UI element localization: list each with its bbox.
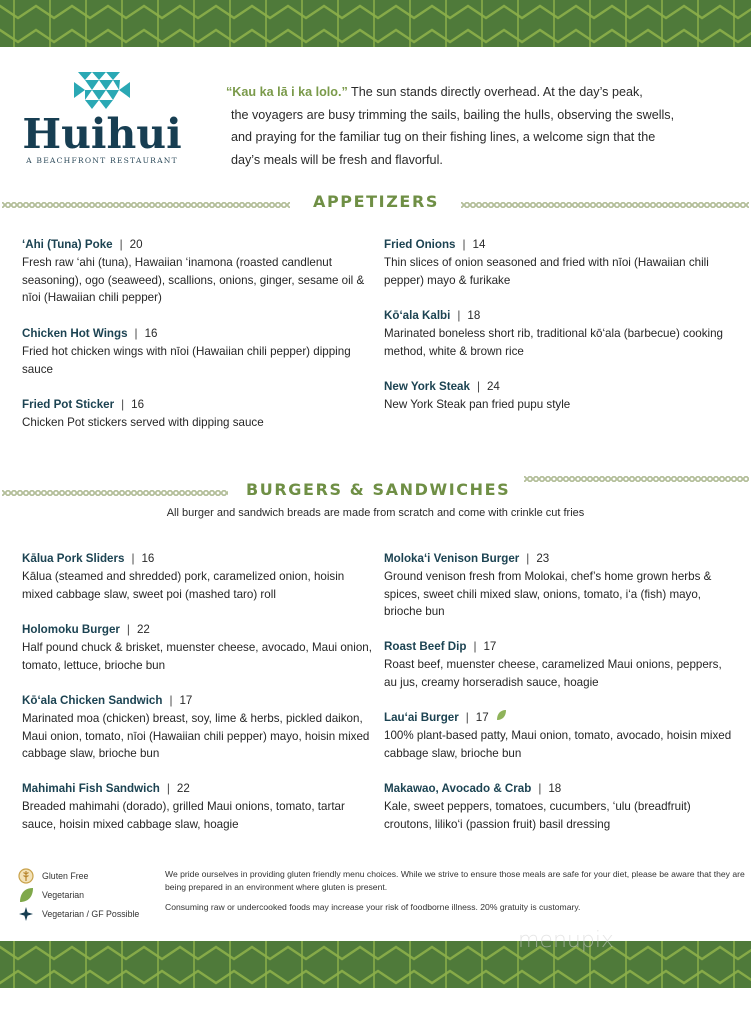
item-description: Chicken Pot stickers served with dipping sauce: [22, 416, 264, 429]
zigzag-pattern: [0, 0, 751, 47]
item-name: Kālua Pork Sliders: [22, 552, 125, 565]
item-name: Kō‘ala Kalbi: [384, 309, 451, 322]
item-description: Fresh raw ‘ahi (tuna), Hawaiian ‘inamona (roasted candlenut seasoning), ogo (seaweed), scallions, onions, ginger, sesame oil & nīoi (Hawaiian chili pepper): [22, 256, 365, 305]
item-description: Ground venison fresh from Molokai, chef’s home grown herbs & spices, sweet chili mixed slaw, onions, tomato, i‘a (fish) mayo, brioche bun: [384, 570, 712, 619]
disclaimer: [165, 868, 745, 914]
item-price: 16: [131, 398, 145, 411]
menu-item: Roast Beef Dip | 17 Roast beef, muenster cheese, caramelized Maui onions, peppers, au jus, creamy horseradish sauce, hoagie: [384, 638, 734, 691]
item-price: 16: [144, 327, 158, 340]
item-name: Roast Beef Dip: [384, 640, 467, 653]
raw-food-disclaimer: Consuming raw or undercooked foods may increase your risk of foodborne illness. 20% gratuity is customary.: [165, 902, 581, 912]
menu-item: Chicken Hot Wings | 16 Fried hot chicken wings with nīoi (Hawaiian chili pepper) dipping sauce: [22, 325, 372, 378]
section-header-burgers: [0, 480, 751, 504]
gluten-free-icon: [18, 868, 34, 884]
section-header-appetizers: [0, 192, 751, 216]
intro-line: the voyagers are busy trimming the sails, bailing the hulls, observing the swells,: [231, 107, 675, 122]
intro-line: day’s meals will be fresh and flavorful.: [231, 152, 443, 167]
zigzag-pattern: [0, 941, 751, 988]
item-price: 22: [176, 782, 190, 795]
decorative-rule: [2, 490, 228, 496]
item-description: New York Steak pan fried pupu style: [384, 398, 571, 411]
top-pattern-band: [0, 0, 751, 47]
restaurant-tagline: A BEACHFRONT RESTAURANT: [26, 156, 178, 165]
menu-item: Mahimahi Fish Sandwich | 22 Breaded mahimahi (dorado), grilled Maui onions, tomato, tartar sauce, hoisin mixed cabbage slaw, hoagie: [22, 780, 372, 833]
legend-item: [18, 904, 168, 923]
menu-item: Holomoku Burger | 22 Half pound chuck & brisket, muenster cheese, avocado, Maui onion, tomato, lettuce, brioche bun: [22, 621, 372, 674]
bottom-pattern-band: [0, 941, 751, 988]
item-price: 17: [179, 694, 193, 707]
item-price: 22: [136, 623, 150, 636]
intro-line: and praying for the familiar tug on their fishing lines, a welcome sign that the: [231, 130, 656, 144]
watermark: menupix: [518, 928, 614, 953]
item-description: Marinated moa (chicken) breast, soy, lime & herbs, pickled daikon, Maui onion, tomato, nīoi (Hawaiian chili pepper) mayo, hoisin mixed cabbage slaw, brioche bun: [22, 712, 370, 761]
item-name: New York Steak: [384, 380, 470, 393]
decorative-rule: [461, 202, 749, 208]
logo-triangle-mark-icon: [74, 72, 130, 110]
item-description: Marinated boneless short rib, traditional kō‘ala (barbecue) cooking method, white & brown rice: [384, 327, 723, 358]
menu-item: Kālua Pork Sliders | 16 Kālua (steamed and shredded) pork, caramelized onion, hoisin mixed cabbage slaw, sweet poi (mashed taro) roll: [22, 550, 372, 603]
vegetarian-leaf-icon: [18, 887, 34, 903]
item-name: Holomoku Burger: [22, 623, 120, 636]
menu-item: ‘Ahi (Tuna) Poke | 20 Fresh raw ‘ahi (tuna), Hawaiian ‘inamona (roasted candlenut seasoning), ogo (seaweed), scallions, onions, ginger, sesame oil & nīoi (Hawaiian chili pepper): [22, 236, 372, 307]
item-price: 18: [548, 782, 562, 795]
item-name: Fried Onions: [384, 238, 456, 251]
item-description: 100% plant-based patty, Maui onion, tomato, avocado, hoisin mixed cabbage slaw, brioche bun: [384, 729, 732, 760]
item-price: 23: [536, 552, 550, 565]
item-price: 20: [129, 238, 143, 251]
item-price: 17: [475, 711, 489, 725]
intro-paragraph: [226, 81, 726, 171]
menu-item: Fried Onions | 14 Thin slices of onion seasoned and fried with nīoi (Hawaiian chili pepper) mayo & furikake: [384, 236, 734, 289]
gluten-disclaimer: We pride ourselves in providing gluten friendly menu choices. While we strive to ensure those meals are safe for your diet, please be aware that they are being prepared in an environment where gluten is present.: [165, 869, 745, 892]
intro-line: The sun stands directly overhead. At the day’s peak,: [347, 85, 643, 99]
item-description: Kālua (steamed and shredded) pork, caramelized onion, hoisin mixed cabbage slaw, sweet poi (mashed taro) roll: [22, 570, 345, 601]
vegetarian-leaf-icon: [495, 709, 507, 727]
item-description: Breaded mahimahi (dorado), grilled Maui onions, tomato, tartar sauce, hoisin mixed cabbage slaw, hoagie: [22, 800, 345, 831]
item-price: 18: [467, 309, 481, 322]
item-price: 14: [472, 238, 486, 251]
menu-item: New York Steak | 24 New York Steak pan fried pupu style: [384, 378, 734, 414]
star-icon: [18, 906, 34, 922]
hawaiian-quote: “Kau ka lā i ka lolo.”: [226, 85, 348, 99]
legend-item: [18, 885, 168, 904]
item-name: Chicken Hot Wings: [22, 327, 128, 340]
item-name: Fried Pot Sticker: [22, 398, 115, 411]
item-name: Moloka‘i Venison Burger: [384, 552, 520, 565]
menu-item: Kō‘ala Kalbi | 18 Marinated boneless short rib, traditional kō‘ala (barbecue) cooking method, white & brown rice: [384, 307, 734, 360]
menu-item: Makawao, Avocado & Crab | 18 Kale, sweet peppers, tomatoes, cucumbers, ‘ulu (breadfruit) croutons, liliko‘i (passion fruit) basil dressing: [384, 780, 734, 833]
item-description: Half pound chuck & brisket, muenster cheese, avocado, Maui onion, tomato, lettuce, brioche bun: [22, 641, 372, 672]
item-price: 24: [486, 380, 500, 393]
item-name: Kō‘ala Chicken Sandwich: [22, 694, 163, 707]
section-title: APPETIZERS: [313, 192, 440, 211]
legend-label: Gluten Free: [42, 870, 89, 881]
legend-label: Vegetarian / GF Possible: [42, 908, 140, 919]
legend-label: Vegetarian: [42, 889, 85, 900]
item-name: ‘Ahi (Tuna) Poke: [22, 238, 113, 251]
item-name: Mahimahi Fish Sandwich: [22, 782, 160, 795]
item-description: Kale, sweet peppers, tomatoes, cucumbers, ‘ulu (breadfruit) croutons, liliko‘i (passion fruit) basil dressing: [384, 800, 691, 831]
decorative-rule: [2, 202, 290, 208]
restaurant-name: Huihui: [22, 110, 182, 158]
item-price: 16: [141, 552, 155, 565]
menu-item: Lau‘ai Burger | 17 100% plant-based patty, Maui onion, tomato, avocado, hoisin mixed cabbage slaw, brioche bun: [384, 709, 734, 762]
item-price: 17: [483, 640, 497, 653]
item-description: Thin slices of onion seasoned and fried with nīoi (Hawaiian chili pepper) mayo & furikake: [384, 256, 709, 287]
legend-item: [18, 866, 168, 885]
menu-item: Fried Pot Sticker | 16 Chicken Pot stickers served with dipping sauce: [22, 396, 372, 432]
dietary-legend: [18, 866, 168, 923]
item-description: Roast beef, muenster cheese, caramelized Maui onions, peppers, au jus, creamy horseradish sauce, hoagie: [384, 658, 722, 689]
item-name: Lau‘ai Burger: [384, 711, 459, 725]
item-description: Fried hot chicken wings with nīoi (Hawaiian chili pepper) dipping sauce: [22, 345, 351, 376]
section-title: BURGERS & SANDWICHES: [246, 480, 511, 499]
burgers-note: All burger and sandwich breads are made from scratch and come with crinkle cut fries: [166, 507, 585, 519]
restaurant-logo: [22, 72, 182, 165]
decorative-rule: [524, 476, 749, 482]
menu-item: Moloka‘i Venison Burger | 23 Ground venison fresh from Molokai, chef’s home grown herbs & spices, sweet chili mixed slaw, onions, tomato, i‘a (fish) mayo, brioche bun: [384, 550, 734, 621]
item-name: Makawao, Avocado & Crab: [384, 782, 532, 795]
menu-item: Kō‘ala Chicken Sandwich | 17 Marinated moa (chicken) breast, soy, lime & herbs, pickled daikon, Maui onion, tomato, nīoi (Hawaiian chili pepper) mayo, hoisin mixed cabbage slaw, brioche bun: [22, 692, 372, 763]
